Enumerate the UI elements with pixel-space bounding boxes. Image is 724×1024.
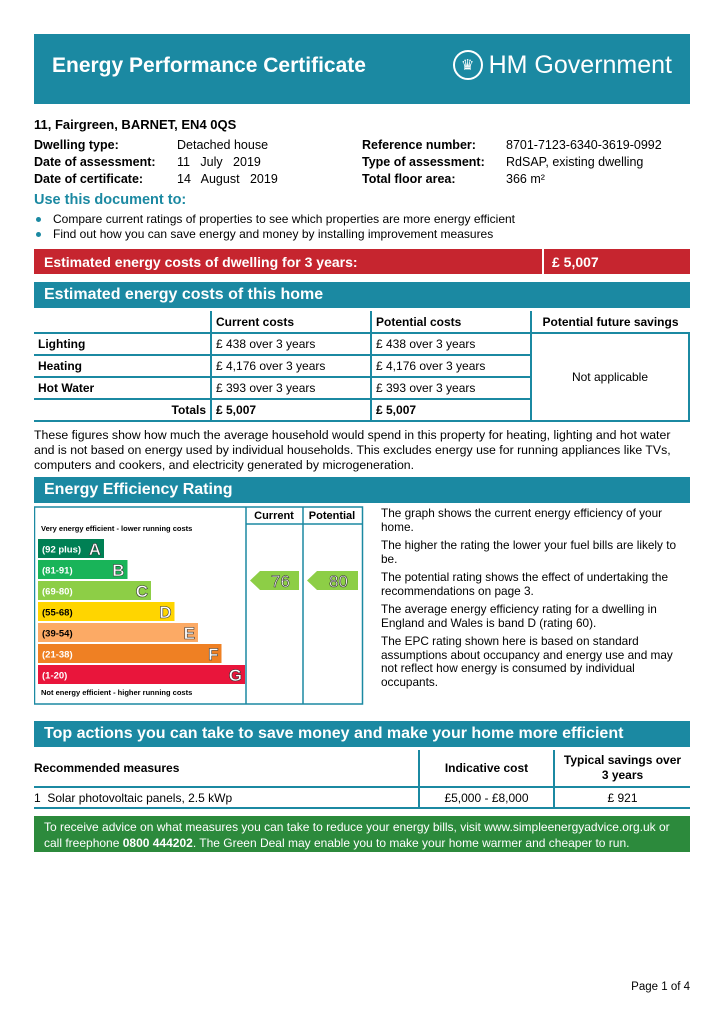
totals-row: Totals £ 5,007 £ 5,007 [34, 399, 689, 421]
detail-label: Reference number: [362, 138, 476, 152]
detail-label: Dwelling type: [34, 138, 119, 152]
estimated-total-bar [34, 249, 690, 274]
royal-crest-icon: ♛ [453, 50, 483, 80]
table-row: Lighting £ 438 over 3 years £ 438 over 3 years Not applicable [34, 333, 689, 355]
reference-number: 8701-7123-6340-3619-0992 [506, 138, 662, 152]
hm-government-logo [453, 50, 672, 80]
header-cell: Potential costs [371, 311, 531, 333]
header-banner [34, 34, 690, 104]
detail-label: Date of assessment: [34, 155, 156, 169]
detail-label: Date of certificate: [34, 172, 144, 186]
band-letter: F [208, 645, 219, 664]
band-letter: E [183, 624, 195, 643]
advice-box: To receive advice on what measures you can take to reduce your energy bills, visit www.simpleenergyadvice.org.uk or call freephone 0800 444202. The Green Deal may enable you to make your home warmer and cheaper to run. [34, 816, 690, 852]
estimated-total-value: £ 5,007 [552, 254, 599, 270]
header-cell: Indicative cost [419, 750, 554, 787]
efficiency-description [381, 507, 690, 694]
current-rating-value: 76 [271, 572, 290, 591]
header-cell: Recommended measures [34, 750, 419, 787]
costs-section-header: Estimated energy costs of this home [34, 282, 690, 308]
band-g-bar [38, 665, 245, 684]
use-document-list [34, 212, 515, 242]
header-cell: Typical savings over 3 years [554, 750, 690, 787]
band-range-label: (92 plus) [42, 544, 82, 556]
costs-table [34, 311, 690, 422]
efficiency-section-header: Energy Efficiency Rating [34, 477, 690, 503]
paragraph: The potential rating shows the effect of undertaking the recommendations on page 3. [381, 570, 669, 598]
potential-rating-value: 80 [329, 572, 348, 591]
header-cell: Current costs [211, 311, 371, 333]
band-range-label: (1-20) [42, 670, 68, 682]
band-range-label: (81-91) [42, 565, 73, 577]
band-letter: G [228, 666, 242, 685]
page-number: Page 1 of 4 [631, 981, 690, 993]
band-letter: D [159, 603, 172, 622]
logo-text: HM Government [488, 50, 672, 79]
actions-table [34, 750, 690, 809]
paragraph: The higher the rating the lower your fuel bills are likely to be. [381, 538, 677, 566]
actions-section-header: Top actions you can take to save money and make your home more efficient [34, 721, 690, 747]
property-address: 11, Fairgreen, BARNET, EN4 0QS [34, 117, 237, 132]
band-range-label: (21-38) [42, 649, 73, 661]
detail-value: Detached house [177, 138, 269, 152]
band-letter: A [88, 540, 101, 559]
use-document-title: Use this document to: [34, 192, 187, 208]
list-item: Compare current ratings of properties to see which properties are more energy efficient [34, 212, 515, 227]
detail-value: 366 m² [506, 172, 545, 186]
detail-label: Type of assessment: [362, 155, 485, 169]
chart-top-label: Very energy efficient - lower running costs [41, 524, 193, 533]
details-right [362, 137, 662, 188]
paragraph: The average energy efficiency rating for a dwelling in England and Wales is band D (rating 60). [381, 602, 657, 630]
band-letter: C [135, 582, 148, 601]
table-row: Heating £ 4,176 over 3 years £ 4,176 over 3 years [34, 355, 689, 377]
header-cell [34, 311, 211, 333]
detail-value: RdSAP, existing dwelling [506, 155, 644, 169]
freephone-number: 0800 444202 [122, 836, 193, 850]
potential-savings-value: Not applicable [531, 333, 689, 421]
detail-label: Total floor area: [362, 172, 456, 186]
current-column-header: Current [254, 510, 294, 522]
details-left [34, 137, 278, 188]
paragraph: The graph shows the current energy efficiency of your home. [381, 506, 663, 534]
band-range-label: (39-54) [42, 628, 73, 640]
chart-bottom-label: Not energy efficient - higher running costs [41, 688, 193, 697]
costs-note: These figures show how much the average household would spend in this property for heating, lighting and hot water and is not based on energy used by individual households. This excludes energy use for running appliances like TVs, computers and cookers, and electricity generated by microgeneration. [34, 428, 671, 472]
detail-value: 11 July 2019 [177, 155, 261, 169]
efficiency-rating-chart [34, 505, 364, 705]
band-letter: B [112, 561, 125, 580]
band-range-label: (69-80) [42, 586, 73, 598]
detail-value: 14 August 2019 [177, 172, 278, 186]
potential-column-header: Potential [308, 510, 356, 522]
table-row: Hot Water £ 393 over 3 years £ 393 over 3 years [34, 377, 689, 399]
estimated-total-label: Estimated energy costs of dwelling for 3 years: [44, 254, 358, 270]
band-range-label: (55-68) [42, 607, 73, 619]
list-item: Find out how you can save energy and money by installing improvement measures [34, 227, 515, 242]
paragraph: The EPC rating shown here is based on standard assumptions about occupancy and energy use and may not reflect how energy is consumed by individual occupants. [381, 634, 673, 689]
header-cell: Potential future savings [531, 311, 689, 333]
document-title: Energy Performance Certificate [52, 54, 366, 77]
table-row: 1 Solar photovoltaic panels, 2.5 kWp £5,000 - £8,000 £ 921 [34, 787, 690, 808]
